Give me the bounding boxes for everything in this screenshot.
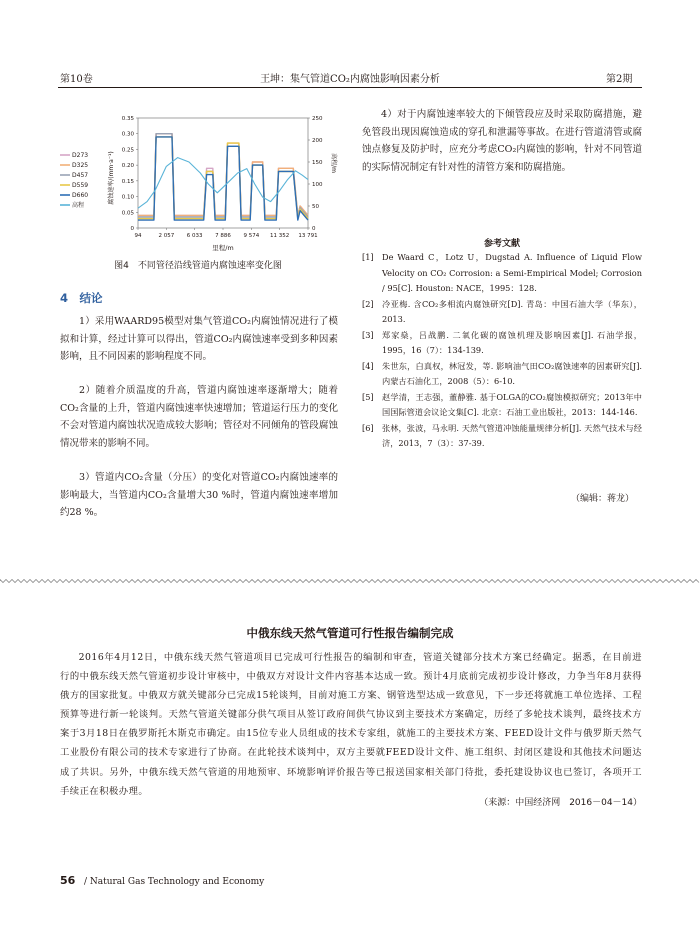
left-y-tick-label: 0.10 [121, 194, 134, 201]
right-y-tick-label: 50 [312, 204, 319, 210]
right-axis-label: 高程/m [330, 153, 337, 173]
conclusion-paragraph-1: 1）采用WAARD95模型对集气管道CO₂内腐蚀情况进行了模拟和计算，经过计算可以得出，管道CO₂内腐蚀速率受到多种因素影响，且不同因素的影响程度不同。 [60, 316, 338, 362]
series-line-3 [138, 134, 308, 217]
chart-series-layer [138, 134, 308, 220]
series-line-6 [138, 158, 308, 209]
chart-legend [60, 152, 88, 209]
figure-caption: 图4 不同管径沿线管道内腐蚀速率变化图 [114, 261, 282, 271]
section-heading-conclusions: 4 结论 [60, 291, 103, 305]
series-line-4 [138, 137, 308, 219]
right-y-tick-label: 250 [312, 116, 323, 122]
conclusion-paragraph-3: 3）管道内CO₂含量（分压）的变化对管道CO₂内腐蚀速率的影响最大，当管道内CO₂含量增大30 %时，管道内腐蚀速率增加约28 %。 [60, 472, 338, 518]
reference-number: [4] [362, 360, 374, 371]
right-y-tick-label: 150 [312, 160, 323, 166]
series-line-2 [138, 134, 308, 216]
news-title: 中俄东线天然气管道可行性报告编制完成 [246, 626, 454, 640]
conclusion-paragraph-4: 4）对于内腐蚀速率较大的下倾管段应及时采取防腐措施，避免管段出现因腐蚀造成的穿孔和泄漏等事故。在进行管道清管或腐蚀点修复及防护时，应充分考虑CO₂内腐蚀的影响，针对不同管道的实际情况制定有针对性的清管方案和防腐措施。 [362, 109, 642, 173]
reference-text: 朱世东，白真权，林冠发，等. 影响油气田CO₂腐蚀速率的因素研究[J]. 内蒙古石油化工，2008（5）：6-10. [382, 360, 642, 386]
legend-label: D273 [72, 152, 89, 159]
legend-label: D325 [72, 162, 89, 169]
reference-text: 张林，张波，马永明. 天然气管道冲蚀能量规律分析[J]. 天然气技术与经济，2013，7（3）：37-39. [382, 422, 642, 448]
reference-item [362, 297, 642, 328]
figure-4-chart [58, 108, 338, 253]
editor-credit: （编辑：蒋龙） [570, 494, 634, 504]
header-rule [58, 87, 642, 88]
reference-number: [6] [362, 422, 374, 433]
series-line-1 [138, 134, 308, 216]
wavy-divider [0, 578, 700, 584]
reference-item [362, 328, 642, 359]
news-body: 2016年4月12日，中俄东线天然气管道项目已完成可行性报告的编制和审查，管道关键部分技术方案已经确定。据悉，在目前进行的中俄东线天然气管道初步设计审核中，中俄双方对设计文件内容基本达成一致。预计4月底前完成初步设计修改，力争当年8月获得俄方的国家批复。中俄双方就关键部分已完成15轮谈判，目前对施工方案、钢管选型达成一致意见，下一步还将就施工单位选择、工程预算等进行新一轮谈判。天然气管道关键部分供气项目从签订政府间供气协议到主要技术方案确定，历经了多轮技术谈判，最终技术方案于3月18日在俄罗斯托木斯克市确定。由15位专业人员组成的技术专家组，就施工的主要技术方案、FEED设计文件与俄罗斯天然气工业股份有限公司的技术专家进行了协商。在此轮技术谈判中，双方主要就FEED设计文件、施工组织、封闭区建设和其他技术问题达成了共识。另外，中俄东线天然气管道的用地预审、环境影响评价报告等已报送国家相关部门待批，委托建设协议也已签订，各项开工手续正在积极办理。 [60, 652, 642, 797]
x-tick-label: 13 791 [298, 233, 318, 239]
left-y-tick-label: 0.15 [121, 178, 134, 185]
header-issue: 第2期 [606, 74, 633, 85]
left-y-tick-label: 0.05 [121, 210, 134, 217]
reference-item [362, 250, 642, 297]
reference-item [362, 390, 642, 421]
header-running-title: 王坤：集气管道CO₂内腐蚀影响因素分析 [260, 74, 440, 85]
right-y-tick-label: 100 [312, 182, 323, 188]
legend-label: D660 [72, 192, 89, 199]
x-tick-label: 2 057 [158, 233, 175, 239]
left-y-tick-label: 0.25 [121, 147, 134, 154]
footer-page-number: 56 [60, 874, 76, 887]
legend-label: D457 [72, 172, 89, 179]
reference-number: [2] [362, 298, 374, 309]
reference-item [362, 359, 642, 390]
references-heading: 参考文献 [483, 239, 520, 249]
legend-label: D559 [72, 182, 89, 189]
left-axis-label: 腐蚀速率/(mm·a⁻¹) [108, 151, 115, 205]
legend-label: 高程 [72, 202, 85, 209]
x-axis-label: 里程/m [212, 244, 234, 252]
x-tick-label: 9 574 [243, 233, 260, 239]
reference-item [362, 421, 642, 452]
references-list [362, 250, 642, 452]
left-y-tick-label: 0.35 [121, 116, 134, 122]
header-volume: 第10卷 [60, 74, 93, 85]
footer-journal-name: / Natural Gas Technology and Economy [83, 877, 265, 887]
left-y-tick-label: 0 [130, 226, 134, 232]
series-line-5 [138, 137, 308, 220]
reference-number: [1] [362, 252, 374, 262]
news-source: （来源：中国经济网 2016－04－14） [479, 798, 642, 808]
conclusion-paragraph-2: 2）随着介质温度的升高，管道内腐蚀速率逐渐增大；随着CO₂含量的上升，管道内腐蚀速率快速增加；管道运行压力的变化不会对管道内腐蚀状况造成较大影响；管径对不同倾角的管段腐蚀情况带来的影响不同。 [60, 385, 338, 449]
reference-text: 冷亚梅. 含CO₂多相流内腐蚀研究[D]. 青岛：中国石油大学（华东），2013. [382, 298, 642, 324]
x-tick-label: 6 033 [186, 233, 203, 239]
x-tick-label: 7 886 [215, 233, 231, 239]
page-footer [60, 874, 264, 887]
reference-text: De Waard C，Lotz U，Dugstad A. Influence of Liquid Flow Velocity on CO₂ Corrosion: a Semi-Empirical Model; Corrosion / 95[C]. Houston: NACE，1995：128. [382, 252, 642, 293]
x-tick-label: 11 352 [270, 233, 290, 239]
x-tick-label: 94 [134, 233, 142, 239]
reference-text: 郑家燊，吕战鹏. 二氧化碳的腐蚀机理及影响因素[J]. 石油学报，1995，16（7）：134-139. [382, 329, 642, 355]
right-y-tick-label: 0 [312, 226, 316, 232]
reference-text: 赵学清，王志强，董静雅. 基于OLGA的CO₂腐蚀模拟研究；2013年中国国际管道会议论文集[C]. 北京：石油工业出版社，2013：144-146. [382, 391, 642, 417]
left-y-tick-label: 0.30 [121, 131, 134, 138]
reference-number: [3] [362, 329, 374, 340]
left-y-tick-label: 0.20 [121, 163, 134, 170]
reference-number: [5] [362, 391, 374, 402]
right-y-tick-label: 200 [312, 138, 323, 144]
